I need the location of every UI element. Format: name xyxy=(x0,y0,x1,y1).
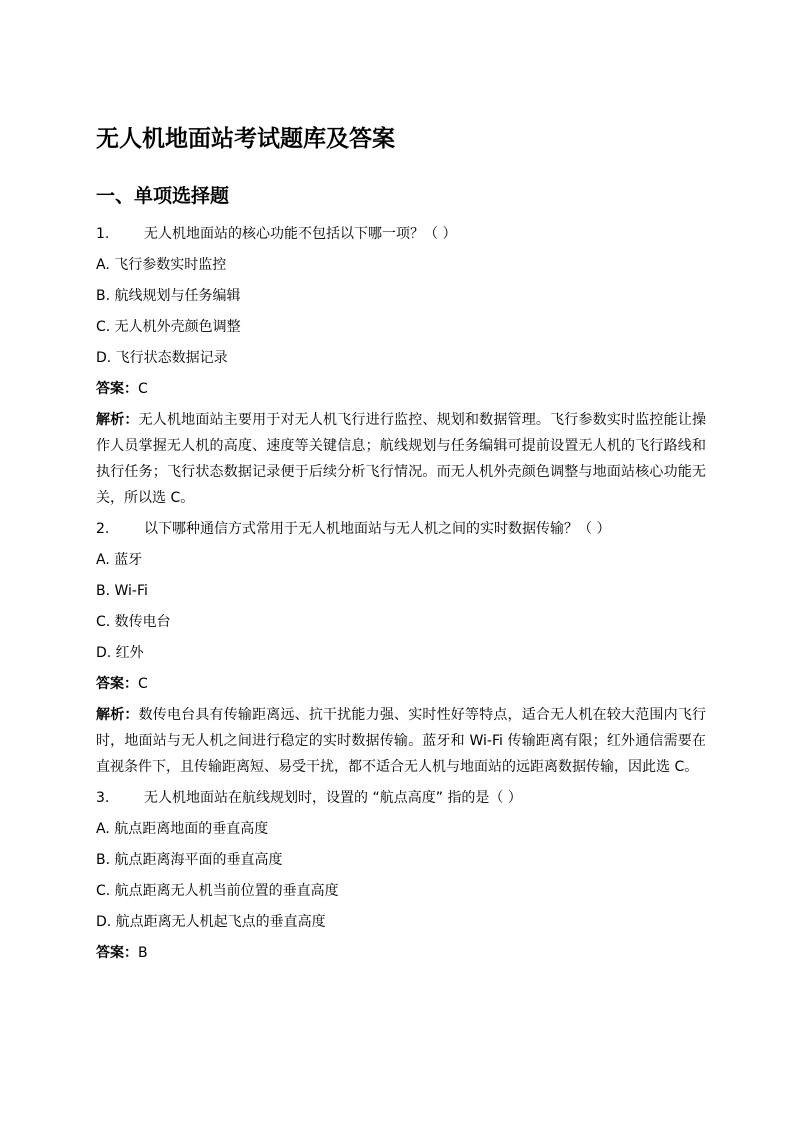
answer-value: C xyxy=(138,381,148,397)
question-2 xyxy=(96,516,706,780)
option-d: D. 红外 xyxy=(96,645,144,661)
answer-value: C xyxy=(138,676,148,692)
option-d: D. 飞行状态数据记录 xyxy=(96,350,228,366)
answer-label: 答案： xyxy=(96,945,138,961)
option-a: A. 航点距离地面的垂直高度 xyxy=(96,821,269,837)
question-text: 以下哪种通信方式常用于无人机地面站与无人机之间的实时数据传输？（ ） xyxy=(144,521,611,537)
question-number: 1. xyxy=(96,226,110,242)
question-text: 无人机地面站在航线规划时，设置的 “航点高度” 指的是（ ） xyxy=(144,790,522,806)
question-list xyxy=(96,221,706,971)
question-number: 2. xyxy=(96,521,110,537)
question-text: 无人机地面站的核心功能不包括以下哪一项？（ ） xyxy=(144,226,457,242)
explanation-text: 无人机地面站主要用于对无人机飞行进行监控、规划和数据管理。飞行参数实时监控能让操作人员掌握无人机的高度、速度等关键信息；航线规划与任务编辑可提前设置无人机的飞行路线和执行任务；飞行状态数据记录便于后续分析飞行情况。而无人机外壳颜色调整与地面站核心功能无关，所以选 C。 xyxy=(96,412,707,506)
explanation xyxy=(96,407,706,511)
question-stem xyxy=(96,516,706,542)
option-d: D. 航点距离无人机起飞点的垂直高度 xyxy=(96,914,326,930)
option-a: A. 飞行参数实时监控 xyxy=(96,257,227,273)
explanation-text: 数传电台具有传输距离远、抗干扰能力强、实时性好等特点，适合无人机在较大范围内飞行时，地面站与无人机之间进行稳定的实时数据传输。蓝牙和 Wi-Fi 传输距离有限；红外通信需要在直视条件下，且传输距离短、易受干扰，都不适合无人机与地面站的远距离数据传输，因此选 C。 xyxy=(96,707,707,775)
option-b: B. Wi-Fi xyxy=(96,583,148,599)
option-c: C. 无人机外壳颜色调整 xyxy=(96,319,241,335)
answer xyxy=(96,940,706,966)
section-title: 一、单项选择题 xyxy=(96,185,230,207)
option-b: B. 航线规划与任务编辑 xyxy=(96,288,241,304)
explanation-label: 解析： xyxy=(96,412,139,428)
explanation-label: 解析： xyxy=(96,707,139,723)
answer xyxy=(96,376,706,402)
answer-label: 答案： xyxy=(96,381,138,397)
question-3 xyxy=(96,785,706,966)
answer-value: B xyxy=(138,945,148,961)
question-number: 3. xyxy=(96,790,110,806)
option-c: C. 数传电台 xyxy=(96,614,171,630)
question-stem xyxy=(96,785,706,811)
question-1 xyxy=(96,221,706,511)
option-b: B. 航点距离海平面的垂直高度 xyxy=(96,852,283,868)
explanation xyxy=(96,702,706,780)
answer-label: 答案： xyxy=(96,676,138,692)
answer xyxy=(96,671,706,697)
question-stem xyxy=(96,221,706,247)
option-a: A. 蓝牙 xyxy=(96,552,143,568)
document-title: 无人机地面站考试题库及答案 xyxy=(96,126,395,152)
option-c: C. 航点距离无人机当前位置的垂直高度 xyxy=(96,883,339,899)
